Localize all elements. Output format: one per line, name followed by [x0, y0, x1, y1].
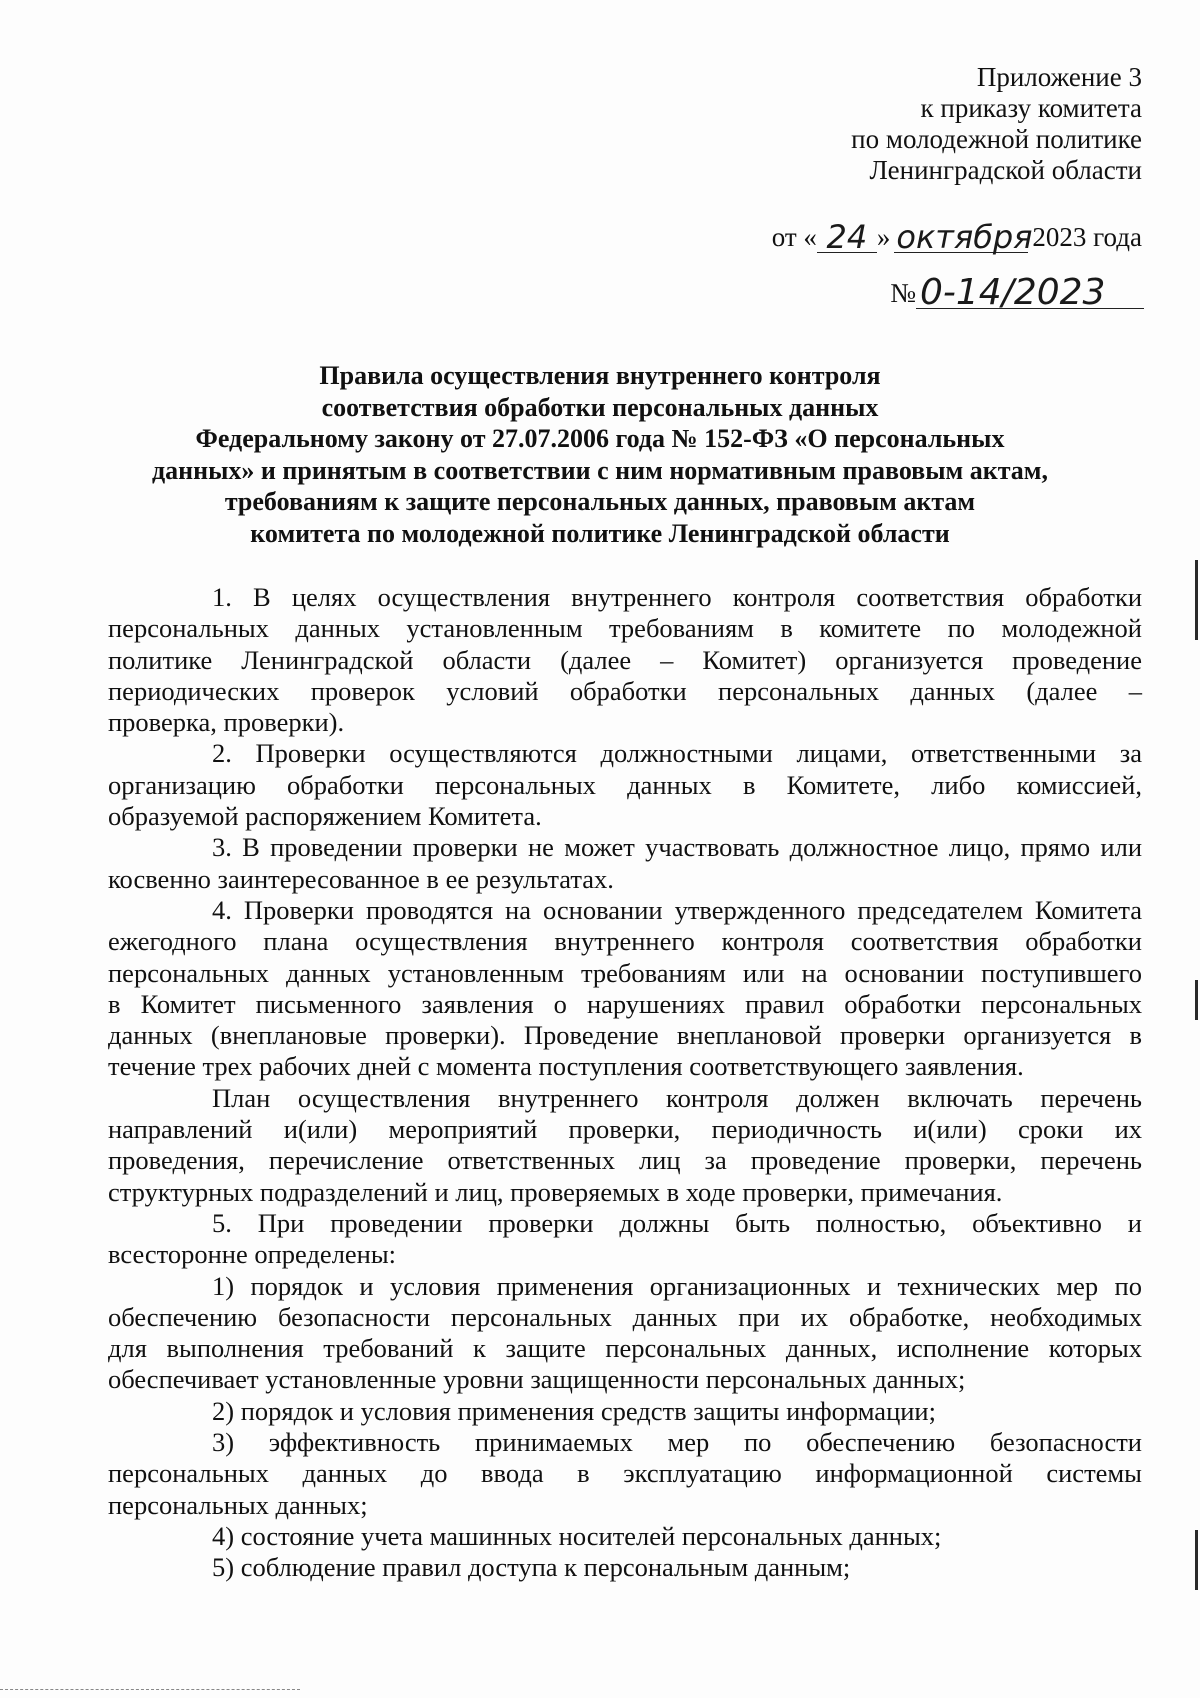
paragraph-line: 2) порядок и условия применения средств защиты информации;: [212, 1395, 936, 1426]
number-prefix: №: [890, 278, 916, 308]
paragraph: [108, 1271, 1142, 1396]
paragraph: [108, 895, 1142, 1083]
date-month-handwritten: октября: [896, 218, 1033, 256]
document-title: [100, 360, 1100, 549]
paragraph: [108, 1208, 1142, 1271]
scan-artifact: [1195, 1530, 1198, 1590]
attachment-header: [622, 62, 1142, 186]
paragraph: [108, 1396, 1142, 1427]
date-suffix: 2023 года: [1032, 222, 1142, 252]
paragraph-line: в Комитет письменного заявления о нарушениях правил обработки персональных: [108, 988, 1142, 1019]
attachment-line: по молодежной политике: [851, 124, 1142, 154]
number-handwritten: 0-14/2023: [916, 278, 1144, 309]
paragraph-line: 4) состояние учета машинных носителей персональных данных;: [212, 1520, 942, 1551]
paragraph-line: данных (внеплановые проверки). Проведение внеплановой проверки организуется в: [108, 1020, 1142, 1051]
paragraph-line: проверка, проверки).: [108, 707, 345, 738]
paragraph-line: 3. В проведении проверки не может участвовать должностное лицо, прямо или: [212, 832, 1142, 863]
paragraph-line: обеспечению безопасности персональных данных при их обработке, необходимых: [108, 1301, 1142, 1332]
attachment-line: Приложение 3: [976, 62, 1142, 92]
paragraph-line: направлений и(или) мероприятий проверки, периодичность и(или) сроки их: [108, 1114, 1142, 1145]
title-line: требованиям к защите персональных данных, правовым актам: [224, 487, 976, 516]
paragraph-line: 5. При проведении проверки должны быть полностью, объективно и: [212, 1207, 1142, 1238]
paragraph-line: 1) порядок и условия применения организационных и технических мер по: [212, 1270, 1142, 1301]
paragraph-line: организацию обработки персональных данных в Комитете, либо комиссией,: [108, 769, 1142, 800]
paragraph-line: 3) эффективность принимаемых мер по обеспечению безопасности: [212, 1427, 1142, 1458]
title-line: соответствия обработки персональных данных: [321, 392, 879, 422]
paragraph: [108, 832, 1142, 895]
paragraph-line: политике Ленинградской области (далее – Комитет) организуется проведение: [108, 644, 1142, 675]
attachment-line: к приказу комитета: [920, 93, 1142, 123]
paragraph-line: 5) соблюдение правил доступа к персональным данным;: [212, 1552, 851, 1583]
paragraph-line: персональных данных до ввода в эксплуатацию информационной системы: [108, 1458, 1142, 1489]
paragraph: [108, 1083, 1142, 1208]
date-mid: »: [876, 222, 891, 252]
paragraph-line: структурных подразделений и лиц, проверяемых в ходе проверки, примечания.: [108, 1176, 1003, 1207]
order-number: [890, 272, 1144, 313]
paragraph: [108, 1552, 1142, 1583]
scan-artifact: [1195, 560, 1198, 640]
paragraph-line: персональных данных установленным требованиям или на основании поступившего: [108, 957, 1142, 988]
paragraph-line: ежегодного плана осуществления внутреннего контроля соответствия обработки: [108, 926, 1142, 957]
title-line: комитета по молодежной политике Ленинградской области: [250, 518, 950, 548]
paragraph-line: 2. Проверки осуществляются должностными лицами, ответственными за: [212, 738, 1142, 769]
paragraph-line: косвенно заинтересованное в ее результатах.: [108, 863, 614, 894]
paragraph: [108, 1521, 1142, 1552]
paragraph-line: персональных данных установленным требованиям в комитете по молодежной: [108, 613, 1142, 644]
title-line: Правила осуществления внутреннего контроля: [319, 361, 881, 390]
order-date: [771, 218, 1142, 256]
paragraph-line: 1. В целях осуществления внутреннего контроля соответствия обработки: [212, 582, 1142, 612]
paragraph-line: всесторонне определены:: [108, 1239, 397, 1270]
document-body: [108, 582, 1142, 1584]
paragraph: [108, 582, 1142, 738]
paragraph-line: проведения, перечисление ответственных лиц за проведение проверки, перечень: [108, 1145, 1142, 1176]
paragraph-line: образуемой распоряжением Комитета.: [108, 801, 542, 832]
paragraph: [108, 738, 1142, 832]
attachment-line: Ленинградской области: [869, 155, 1142, 185]
title-line: Федеральному закону от 27.07.2006 года № 152-ФЗ «О персональных: [195, 424, 1005, 453]
paragraph-line: персональных данных;: [108, 1489, 368, 1520]
paragraph: [108, 1427, 1142, 1521]
bottom-rule: [0, 1689, 300, 1691]
paragraph-line: для выполнения требований к защите персональных данных, исполнение которых: [108, 1333, 1142, 1364]
date-day-handwritten: 24: [817, 222, 877, 253]
paragraph-line: течение трех рабочих дней с момента поступления соответствующего заявления.: [108, 1051, 1024, 1082]
title-line: данных» и принятым в соответствии с ним нормативным правовым актам,: [151, 455, 1049, 485]
paragraph-line: План осуществления внутреннего контроля должен включать перечень: [212, 1082, 1142, 1113]
paragraph-line: обеспечивает установленные уровни защищенности персональных данных;: [108, 1364, 966, 1395]
scan-artifact: [1195, 980, 1198, 1020]
paragraph-line: 4. Проверки проводятся на основании утвержденного председателем Комитета: [212, 894, 1142, 925]
paragraph-line: периодических проверок условий обработки персональных данных (далее –: [108, 675, 1142, 706]
date-prefix: от «: [771, 222, 817, 252]
